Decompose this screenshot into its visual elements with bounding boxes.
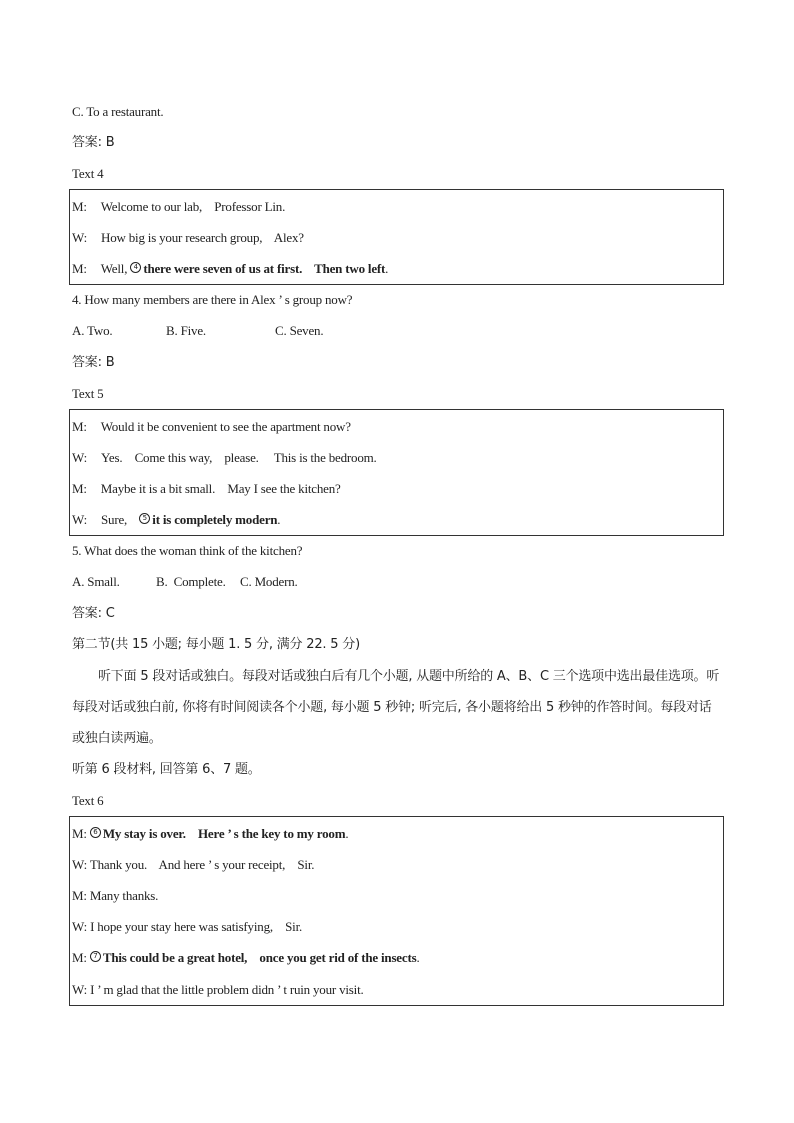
punctuation: . — [385, 261, 389, 276]
text4-title: Text 4 — [72, 166, 104, 181]
transcript-line — [72, 826, 348, 842]
speaker: W: — [72, 450, 87, 465]
option-c: C. Seven. — [275, 323, 324, 338]
key-sentence: there were seven of us at first. Then two left — [143, 261, 386, 276]
circled-number-marker: 4 — [130, 262, 141, 273]
utterance: Thank you. And here ’ s your receipt, Sir. — [89, 857, 315, 872]
text5-title: Text 5 — [72, 386, 104, 401]
circled-number-marker: 5 — [139, 513, 150, 524]
transcript-line — [72, 857, 314, 873]
utterance: How big is your research group, Alex? — [101, 230, 304, 245]
transcript-line — [72, 512, 280, 528]
punctuation: . — [345, 826, 349, 841]
option-b: B. Complete. — [156, 574, 226, 589]
option-c: C. Modern. — [240, 574, 298, 589]
sub-instruction: 听第 6 段材料, 回答第 6、7 题。 — [72, 762, 261, 777]
speaker: M: — [72, 888, 87, 903]
section-instructions: 听下面 5 段对话或独白。每段对话或独白后有几个小题, 从题中所给的 A、B、C 三个选项中选出最佳选项。听每段对话或独白前, 你将有时间阅读各个小题, 每小题 5 秒钟; 听完后, 各小题将给出 5 秒钟的作答时间。每段对话或独白读两遍。 — [72, 669, 720, 746]
key-sentence: My stay is over. Here ’ s the key to my room — [102, 826, 346, 841]
speaker: M: — [72, 419, 87, 434]
q4-options — [72, 323, 323, 339]
speaker: M: — [72, 199, 87, 214]
punctuation: . — [416, 950, 420, 965]
punctuation: . — [277, 512, 281, 527]
q5-options — [72, 574, 298, 590]
circled-number-marker: 6 — [90, 827, 101, 838]
option-a: A. Small. — [72, 574, 120, 589]
text6-transcript-box — [69, 816, 724, 1006]
option-a: A. Two. — [72, 323, 113, 338]
utterance: Maybe it is a bit small. May I see the kitchen? — [100, 481, 341, 496]
utterance: I ’ m glad that the little problem didn ’ t ruin your visit. — [90, 982, 364, 997]
section-heading: 第二节(共 15 小题; 每小题 1. 5 分, 满分 22. 5 分) — [72, 637, 360, 652]
q5-answer: 答案: C — [72, 606, 115, 621]
utterance: Yes. Come this way, please. This is the bedroom. — [101, 450, 377, 465]
transcript-line — [72, 982, 364, 998]
utterance-pre: Well, — [100, 261, 131, 276]
utterance: Many thanks. — [89, 888, 159, 903]
utterance: Welcome to our lab, Professor Lin. — [100, 199, 286, 214]
text5-transcript-box — [69, 409, 724, 536]
utterance-pre: Sure, — [101, 512, 140, 527]
speaker: M: — [72, 261, 87, 276]
transcript-line — [72, 199, 285, 215]
speaker: W: — [72, 230, 87, 245]
transcript-line — [72, 450, 377, 466]
circled-number-marker: 7 — [90, 951, 101, 962]
speaker: W: — [72, 919, 87, 934]
option-b: B. Five. — [166, 323, 206, 338]
text4-transcript-box — [69, 189, 724, 285]
speaker: M: — [72, 826, 87, 841]
transcript-line — [72, 950, 420, 966]
transcript-line — [72, 919, 302, 935]
transcript-line — [72, 419, 351, 435]
q3-option-c: C. To a restaurant. — [72, 104, 164, 119]
q4-question: 4. How many members are there in Alex ’ s group now? — [72, 292, 353, 307]
q5-question: 5. What does the woman think of the kitchen? — [72, 543, 303, 558]
key-sentence: it is completely modern — [152, 512, 278, 527]
speaker: M: — [72, 481, 87, 496]
utterance: I hope your stay here was satisfying, Sir. — [90, 919, 303, 934]
q4-answer: 答案: B — [72, 355, 115, 370]
utterance: Would it be convenient to see the apartment now? — [100, 419, 351, 434]
speaker: W: — [72, 512, 87, 527]
transcript-line — [72, 261, 388, 277]
transcript-line — [72, 481, 341, 497]
speaker: W: — [72, 857, 87, 872]
text6-title: Text 6 — [72, 793, 104, 808]
transcript-line — [72, 888, 158, 904]
key-sentence: This could be a great hotel, once you get rid of the insects — [102, 950, 417, 965]
q3-answer: 答案: B — [72, 135, 115, 150]
speaker: W: — [72, 982, 87, 997]
transcript-line — [72, 230, 304, 246]
speaker: M: — [72, 950, 87, 965]
